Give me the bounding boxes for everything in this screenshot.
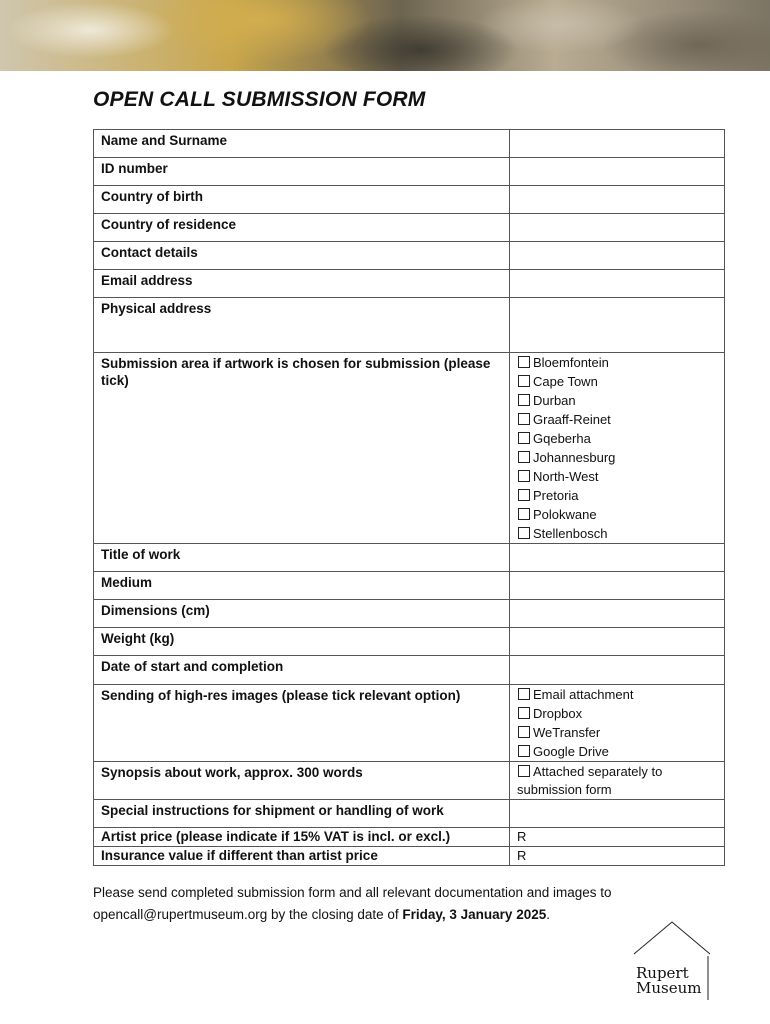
checkbox-option[interactable]: Stellenbosch bbox=[517, 524, 717, 543]
logo-wordmark bbox=[636, 966, 701, 996]
checkbox-icon[interactable] bbox=[518, 413, 530, 425]
form-row-residence bbox=[94, 214, 725, 242]
checkbox-icon[interactable] bbox=[518, 688, 530, 700]
submission-instructions: Please send completed submission form and all relevant documentation and images to opencall@rupertmuseum.org by the closing date of Friday, 3 January 2025. bbox=[93, 885, 612, 922]
email-field[interactable] bbox=[510, 270, 725, 298]
form-row-contact bbox=[94, 242, 725, 270]
checkbox-icon[interactable] bbox=[518, 470, 530, 482]
checkbox-icon[interactable] bbox=[518, 726, 530, 738]
form-row-email bbox=[94, 270, 725, 298]
country-of-residence-field[interactable] bbox=[510, 214, 725, 242]
checkbox-option[interactable]: Graaff-Reinet bbox=[517, 410, 717, 429]
currency-prefix: R bbox=[517, 848, 527, 863]
weight-field[interactable] bbox=[510, 628, 725, 656]
form-row-images bbox=[94, 685, 725, 762]
dimensions-field[interactable] bbox=[510, 600, 725, 628]
field-label: Submission area if artwork is chosen for submission (please tick) bbox=[101, 356, 491, 388]
name-field[interactable] bbox=[510, 130, 725, 158]
artist-price-field[interactable] bbox=[510, 828, 725, 847]
checkbox-icon[interactable] bbox=[518, 489, 530, 501]
checkbox-icon[interactable] bbox=[518, 432, 530, 444]
field-label: Weight (kg) bbox=[101, 631, 175, 646]
form-row-insurance bbox=[94, 847, 725, 866]
form-row-price bbox=[94, 828, 725, 847]
checkbox-icon[interactable] bbox=[518, 527, 530, 539]
form-row-weight bbox=[94, 628, 725, 656]
checkbox-option[interactable]: Cape Town bbox=[517, 372, 717, 391]
logo-line-1: Rupert bbox=[636, 964, 689, 982]
field-label: Country of residence bbox=[101, 217, 237, 232]
field-label: Dimensions (cm) bbox=[101, 603, 210, 618]
shipping-instructions-field[interactable] bbox=[510, 800, 725, 828]
physical-address-field[interactable] bbox=[510, 298, 725, 353]
form-row-synopsis bbox=[94, 762, 725, 800]
instructions-line-1: Please send completed submission form and all relevant documentation and images to bbox=[93, 885, 612, 900]
id-number-field[interactable] bbox=[510, 158, 725, 186]
checkbox-option[interactable]: North-West bbox=[517, 467, 717, 486]
checkbox-option[interactable]: Bloemfontein bbox=[517, 353, 717, 372]
form-row-name bbox=[94, 130, 725, 158]
page-title: OPEN CALL SUBMISSION FORM bbox=[93, 88, 426, 111]
checkbox-icon[interactable] bbox=[518, 765, 530, 777]
field-label: Insurance value if different than artist price bbox=[101, 848, 378, 863]
field-label: Medium bbox=[101, 575, 153, 590]
form-row-dimensions bbox=[94, 600, 725, 628]
logo-line-2: Museum bbox=[636, 979, 702, 997]
form-row-medium bbox=[94, 572, 725, 600]
form-row-shipping bbox=[94, 800, 725, 828]
checkbox-icon[interactable] bbox=[518, 451, 530, 463]
checkbox-option[interactable]: Johannesburg bbox=[517, 448, 717, 467]
field-label: Special instructions for shipment or handling of work bbox=[101, 803, 444, 818]
checkbox-icon[interactable] bbox=[518, 356, 530, 368]
checkbox-option[interactable]: Pretoria bbox=[517, 486, 717, 505]
field-label: Contact details bbox=[101, 245, 198, 260]
currency-prefix: R bbox=[517, 829, 527, 844]
form-row-address bbox=[94, 298, 725, 353]
title-of-work-field[interactable] bbox=[510, 544, 725, 572]
medium-field[interactable] bbox=[510, 572, 725, 600]
form-row-work-title bbox=[94, 544, 725, 572]
checkbox-option[interactable]: Polokwane bbox=[517, 505, 717, 524]
checkbox-option[interactable]: Durban bbox=[517, 391, 717, 410]
country-of-birth-field[interactable] bbox=[510, 186, 725, 214]
checkbox-option[interactable]: Dropbox bbox=[517, 704, 717, 723]
insurance-value-field[interactable] bbox=[510, 847, 725, 866]
field-label: Artist price (please indicate if 15% VAT is incl. or excl.) bbox=[101, 829, 451, 844]
instructions-line-2: opencall@rupertmuseum.org by the closing date of bbox=[93, 907, 399, 922]
field-label: Date of start and completion bbox=[101, 659, 284, 674]
form-row-dates bbox=[94, 656, 725, 685]
form-row-birth bbox=[94, 186, 725, 214]
checkbox-option-continued: submission form bbox=[517, 782, 612, 797]
checkbox-option[interactable]: Gqeberha bbox=[517, 429, 717, 448]
form-row-area bbox=[94, 353, 725, 544]
checkbox-icon[interactable] bbox=[518, 375, 530, 387]
field-label: Country of birth bbox=[101, 189, 203, 204]
field-label: ID number bbox=[101, 161, 168, 176]
field-label: Sending of high-res images (please tick relevant option) bbox=[101, 688, 461, 703]
checkbox-option[interactable]: WeTransfer bbox=[517, 723, 717, 742]
closing-date: Friday, 3 January 2025 bbox=[402, 907, 547, 922]
field-label: Title of work bbox=[101, 547, 181, 562]
form-row-id bbox=[94, 158, 725, 186]
checkbox-icon[interactable] bbox=[518, 508, 530, 520]
checkbox-icon[interactable] bbox=[518, 745, 530, 757]
checkbox-icon[interactable] bbox=[518, 707, 530, 719]
contact-details-field[interactable] bbox=[510, 242, 725, 270]
field-label: Email address bbox=[101, 273, 193, 288]
checkbox-option[interactable]: Google Drive bbox=[517, 742, 717, 761]
field-label: Synopsis about work, approx. 300 words bbox=[101, 765, 363, 780]
field-label: Name and Surname bbox=[101, 133, 228, 148]
checkbox-option[interactable]: Attached separately to bbox=[517, 762, 717, 781]
checkbox-option[interactable]: Email attachment bbox=[517, 685, 717, 704]
submission-form-table bbox=[93, 129, 725, 866]
header-artwork-banner bbox=[0, 0, 770, 71]
checkbox-icon[interactable] bbox=[518, 394, 530, 406]
field-label: Physical address bbox=[101, 301, 212, 316]
dates-field[interactable] bbox=[510, 656, 725, 685]
